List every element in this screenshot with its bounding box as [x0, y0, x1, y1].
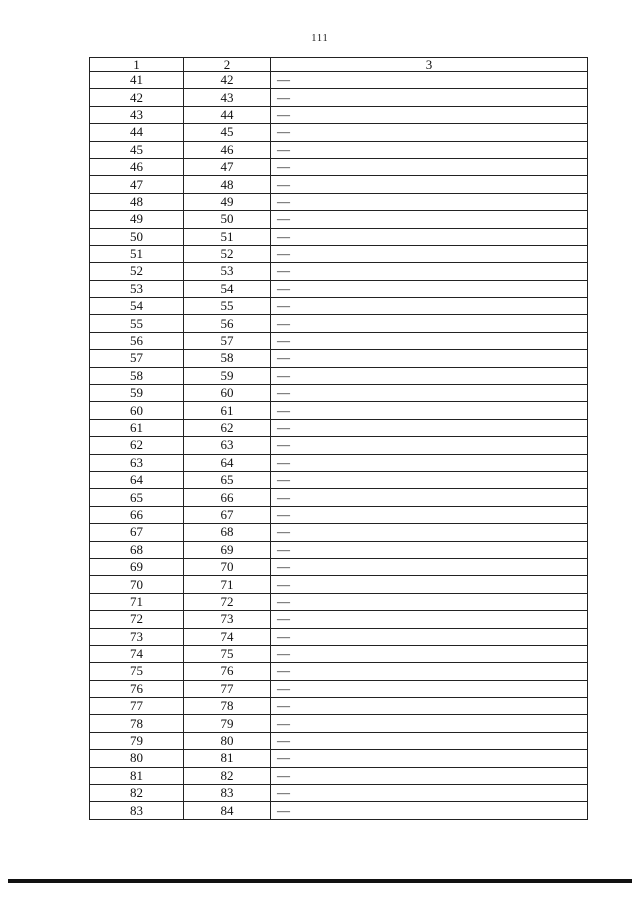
table-row: [90, 663, 588, 680]
table-row: [90, 89, 588, 106]
table-row: [90, 367, 588, 384]
table-cell-col-2: 84: [184, 802, 271, 819]
table-row: [90, 732, 588, 749]
table-cell-col-1: 59: [90, 385, 184, 402]
table-cell-col-1: 69: [90, 558, 184, 575]
table-cell-col-3: —: [271, 245, 588, 262]
table-cell-col-2: 54: [184, 280, 271, 297]
table-cell-col-3: —: [271, 593, 588, 610]
table-cell-col-3: —: [271, 385, 588, 402]
table-cell-col-3: —: [271, 211, 588, 228]
table-cell-col-2: 63: [184, 437, 271, 454]
table-cell-col-3: —: [271, 558, 588, 575]
table-row: [90, 628, 588, 645]
table-cell-col-1: 64: [90, 471, 184, 488]
table-cell-col-3: —: [271, 332, 588, 349]
table-row: [90, 715, 588, 732]
table-cell-col-3: —: [271, 767, 588, 784]
table-cell-col-2: 66: [184, 489, 271, 506]
table-cell-col-3: —: [271, 193, 588, 210]
table-cell-col-1: 50: [90, 228, 184, 245]
table-cell-col-2: 74: [184, 628, 271, 645]
table-cell-col-3: —: [271, 298, 588, 315]
table-cell-col-2: 69: [184, 541, 271, 558]
table-cell-col-1: 63: [90, 454, 184, 471]
table-cell-col-2: 77: [184, 680, 271, 697]
table-body: [90, 72, 588, 820]
table-cell-col-3: —: [271, 419, 588, 436]
table-cell-col-1: 71: [90, 593, 184, 610]
table-cell-col-3: —: [271, 541, 588, 558]
bottom-rule: [8, 879, 632, 883]
table-row: [90, 437, 588, 454]
table-cell-col-3: —: [271, 750, 588, 767]
table-cell-col-3: —: [271, 228, 588, 245]
table-cell-col-1: 77: [90, 698, 184, 715]
table-row: [90, 124, 588, 141]
table-cell-col-1: 54: [90, 298, 184, 315]
table-row: [90, 245, 588, 262]
table-cell-col-3: —: [271, 350, 588, 367]
table-cell-col-2: 72: [184, 593, 271, 610]
table-cell-col-1: 83: [90, 802, 184, 819]
table-row: [90, 524, 588, 541]
table-row: [90, 315, 588, 332]
table-row: [90, 611, 588, 628]
table-cell-col-1: 43: [90, 106, 184, 123]
table-cell-col-2: 61: [184, 402, 271, 419]
table-cell-col-2: 46: [184, 141, 271, 158]
table-cell-col-2: 76: [184, 663, 271, 680]
column-header-1: 1: [90, 58, 184, 72]
table-cell-col-2: 60: [184, 385, 271, 402]
column-header-3: 3: [271, 58, 588, 72]
table-row: [90, 263, 588, 280]
table-cell-col-3: —: [271, 663, 588, 680]
table-cell-col-1: 58: [90, 367, 184, 384]
table-cell-col-2: 71: [184, 576, 271, 593]
table-cell-col-1: 52: [90, 263, 184, 280]
table-cell-col-3: —: [271, 176, 588, 193]
table-cell-col-3: —: [271, 158, 588, 175]
table-cell-col-2: 58: [184, 350, 271, 367]
table-row: [90, 750, 588, 767]
table-row: [90, 141, 588, 158]
table-cell-col-1: 51: [90, 245, 184, 262]
table-row: [90, 419, 588, 436]
table-row: [90, 785, 588, 802]
table-cell-col-1: 49: [90, 211, 184, 228]
table-cell-col-3: —: [271, 698, 588, 715]
table-cell-col-2: 53: [184, 263, 271, 280]
table-cell-col-1: 76: [90, 680, 184, 697]
table-cell-col-1: 53: [90, 280, 184, 297]
table-cell-col-1: 75: [90, 663, 184, 680]
table-row: [90, 106, 588, 123]
table-cell-col-3: —: [271, 141, 588, 158]
table-cell-col-2: 78: [184, 698, 271, 715]
table-cell-col-2: 70: [184, 558, 271, 575]
table-cell-col-2: 79: [184, 715, 271, 732]
table-cell-col-1: 68: [90, 541, 184, 558]
table-cell-col-1: 48: [90, 193, 184, 210]
table-cell-col-3: —: [271, 576, 588, 593]
table-cell-col-2: 64: [184, 454, 271, 471]
table-cell-col-1: 57: [90, 350, 184, 367]
table-row: [90, 402, 588, 419]
table-row: [90, 593, 588, 610]
table-cell-col-1: 46: [90, 158, 184, 175]
table-cell-col-3: —: [271, 715, 588, 732]
table-header-row: [90, 58, 588, 72]
table-row: [90, 72, 588, 89]
table-cell-col-2: 55: [184, 298, 271, 315]
table-cell-col-3: —: [271, 524, 588, 541]
table-cell-col-2: 82: [184, 767, 271, 784]
table-cell-col-2: 43: [184, 89, 271, 106]
table-cell-col-2: 75: [184, 645, 271, 662]
page-number: 111: [311, 33, 329, 44]
table-cell-col-1: 47: [90, 176, 184, 193]
table-cell-col-2: 59: [184, 367, 271, 384]
table-cell-col-1: 80: [90, 750, 184, 767]
table-cell-col-3: —: [271, 785, 588, 802]
table-cell-col-3: —: [271, 680, 588, 697]
table-cell-col-2: 73: [184, 611, 271, 628]
table-row: [90, 228, 588, 245]
table-row: [90, 454, 588, 471]
table-row: [90, 385, 588, 402]
table-cell-col-1: 73: [90, 628, 184, 645]
table-cell-col-1: 70: [90, 576, 184, 593]
table-cell-col-3: —: [271, 506, 588, 523]
table-cell-col-2: 51: [184, 228, 271, 245]
table-row: [90, 280, 588, 297]
table-cell-col-1: 45: [90, 141, 184, 158]
table-cell-col-1: 74: [90, 645, 184, 662]
table-row: [90, 680, 588, 697]
table-row: [90, 489, 588, 506]
table-row: [90, 802, 588, 819]
table-cell-col-1: 79: [90, 732, 184, 749]
table-cell-col-3: —: [271, 471, 588, 488]
data-table: [89, 57, 588, 820]
table-cell-col-2: 48: [184, 176, 271, 193]
table-cell-col-2: 56: [184, 315, 271, 332]
table-cell-col-3: —: [271, 628, 588, 645]
table-cell-col-1: 81: [90, 767, 184, 784]
table-cell-col-3: —: [271, 489, 588, 506]
table-cell-col-2: 52: [184, 245, 271, 262]
table-row: [90, 193, 588, 210]
table-cell-col-3: —: [271, 437, 588, 454]
table-cell-col-2: 45: [184, 124, 271, 141]
table-cell-col-1: 72: [90, 611, 184, 628]
table-cell-col-3: —: [271, 802, 588, 819]
table-row: [90, 332, 588, 349]
table-cell-col-3: —: [271, 611, 588, 628]
table-cell-col-1: 62: [90, 437, 184, 454]
table-cell-col-3: —: [271, 106, 588, 123]
table-cell-col-1: 44: [90, 124, 184, 141]
table-cell-col-3: —: [271, 124, 588, 141]
table-cell-col-2: 50: [184, 211, 271, 228]
table-row: [90, 350, 588, 367]
table-cell-col-3: —: [271, 732, 588, 749]
table-row: [90, 698, 588, 715]
table-cell-col-3: —: [271, 315, 588, 332]
table-row: [90, 558, 588, 575]
table-cell-col-2: 80: [184, 732, 271, 749]
table-cell-col-3: —: [271, 263, 588, 280]
table-cell-col-2: 47: [184, 158, 271, 175]
table-cell-col-3: —: [271, 402, 588, 419]
table-cell-col-3: —: [271, 645, 588, 662]
table-cell-col-1: 65: [90, 489, 184, 506]
table-cell-col-3: —: [271, 367, 588, 384]
table-cell-col-2: 44: [184, 106, 271, 123]
table-cell-col-3: —: [271, 72, 588, 89]
table-cell-col-2: 83: [184, 785, 271, 802]
table-cell-col-1: 61: [90, 419, 184, 436]
table-cell-col-1: 56: [90, 332, 184, 349]
table-row: [90, 506, 588, 523]
table-row: [90, 158, 588, 175]
table-row: [90, 541, 588, 558]
table-cell-col-2: 68: [184, 524, 271, 541]
table-cell-col-2: 62: [184, 419, 271, 436]
table-cell-col-1: 42: [90, 89, 184, 106]
table-cell-col-2: 67: [184, 506, 271, 523]
table-cell-col-1: 78: [90, 715, 184, 732]
table-row: [90, 176, 588, 193]
table-cell-col-2: 42: [184, 72, 271, 89]
table-cell-col-1: 60: [90, 402, 184, 419]
table-cell-col-3: —: [271, 454, 588, 471]
table-cell-col-3: —: [271, 280, 588, 297]
table-row: [90, 211, 588, 228]
table-cell-col-1: 67: [90, 524, 184, 541]
table-row: [90, 471, 588, 488]
table-row: [90, 767, 588, 784]
table-cell-col-1: 82: [90, 785, 184, 802]
table-row: [90, 576, 588, 593]
table-cell-col-1: 55: [90, 315, 184, 332]
column-header-2: 2: [184, 58, 271, 72]
table-cell-col-3: —: [271, 89, 588, 106]
table-row: [90, 645, 588, 662]
table-cell-col-2: 65: [184, 471, 271, 488]
table-cell-col-2: 49: [184, 193, 271, 210]
table-cell-col-2: 57: [184, 332, 271, 349]
table-row: [90, 298, 588, 315]
table-cell-col-1: 41: [90, 72, 184, 89]
table-cell-col-1: 66: [90, 506, 184, 523]
table-cell-col-2: 81: [184, 750, 271, 767]
